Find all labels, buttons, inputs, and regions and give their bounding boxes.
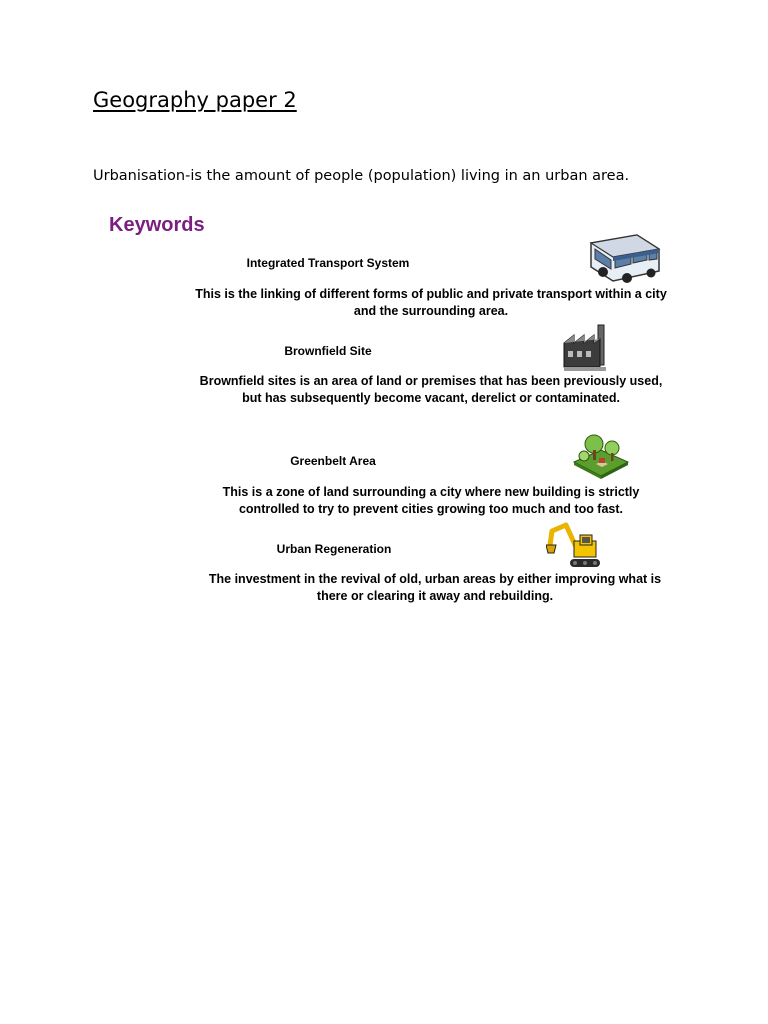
keywords-heading: Keywords — [109, 214, 205, 236]
keyword-description-brownfield-site: Brownfield sites is an area of land or premises that has been previously used, but has subsequently become vacant, derelict or contaminated. — [199, 374, 663, 405]
keyword-description-integrated-transport: This is the linking of different forms of public and private transport within a city and the surrounding area. — [195, 287, 667, 318]
urbanisation-definition: Urbanisation-is the amount of people (population) living in an urban area. — [93, 168, 630, 184]
keyword-term-greenbelt-area: Greenbelt Area — [290, 454, 376, 468]
keywords-figure — [100, 205, 685, 615]
factory-icon — [560, 323, 612, 373]
keyword-term-integrated-transport: Integrated Transport System — [246, 256, 410, 270]
excavator-icon — [546, 521, 602, 571]
keyword-description-urban-regeneration: The investment in the revival of old, urban areas by either improving what is there or clearing it away and rebuilding. — [208, 572, 662, 603]
keyword-term-brownfield-site: Brownfield Site — [284, 344, 372, 358]
document-title: Geography paper 2 — [93, 88, 297, 112]
park-icon — [572, 430, 630, 480]
keyword-term-urban-regeneration: Urban Regeneration — [276, 542, 392, 556]
keyword-description-greenbelt-area: This is a zone of land surrounding a city where new building is strictly controlled to try to prevent cities growing too much and too fast. — [222, 485, 640, 516]
bus-icon — [587, 233, 662, 285]
